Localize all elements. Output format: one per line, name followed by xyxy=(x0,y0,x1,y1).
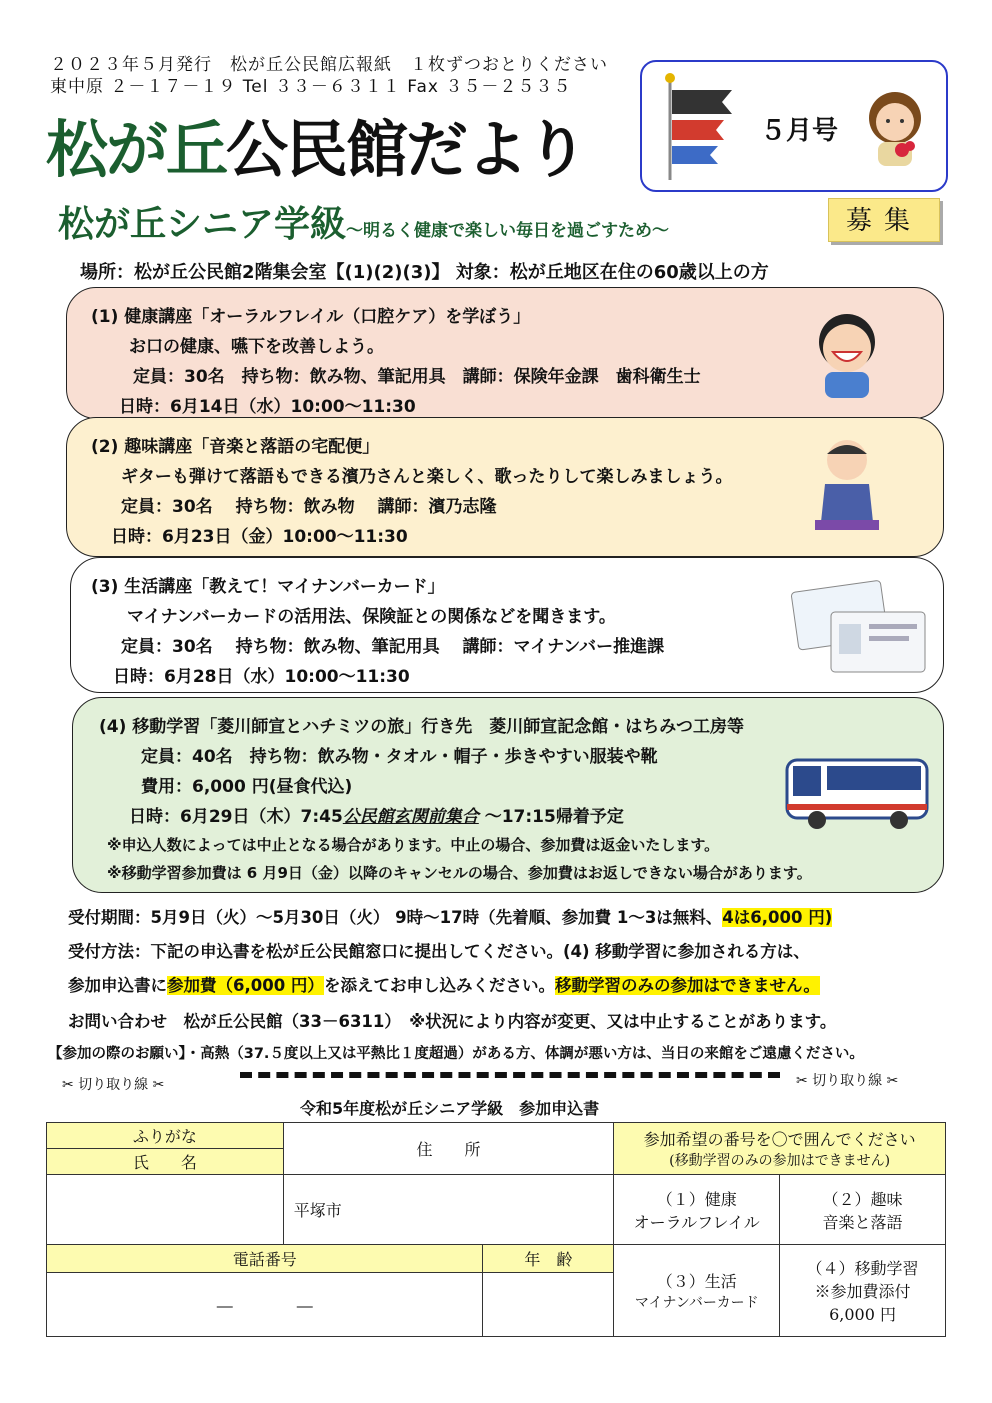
address-label: 住 所 xyxy=(283,1123,614,1175)
opt4-sub: ※参加費添付 xyxy=(814,1282,911,1301)
course-heading xyxy=(58,196,669,247)
opt1-sub: オーラルフレイル xyxy=(633,1212,760,1232)
opt2-title: （２）趣味 xyxy=(822,1189,903,1209)
method-text-b: を添えてお申し込みください。 xyxy=(323,976,555,995)
opt4-title: （４）移動学習 xyxy=(806,1259,919,1278)
address-line: 東中原 ２－１７－１９ Tel ３３－６３１１ Fax ３５－２５３５ xyxy=(50,77,572,97)
phone-dashes: ― ― xyxy=(216,1296,313,1315)
course-return-time: ～17:15帰着予定 xyxy=(484,807,624,827)
reception-period xyxy=(68,904,832,928)
course-date: 日時：6月28日（水）10:00～11:30 xyxy=(113,667,410,687)
course-card-2 xyxy=(66,417,944,557)
issue-month: ５月号 xyxy=(760,116,839,146)
choose-note: (移動学習のみの参加はできません) xyxy=(669,1153,891,1169)
furigana-label: ふりがな xyxy=(47,1123,284,1149)
course-detail: 定員：30名 持ち物：飲み物 講師：濱乃志隆 xyxy=(121,497,497,517)
period-highlight: 4は6,000 円) xyxy=(722,908,833,927)
option-2[interactable] xyxy=(780,1175,946,1245)
name-input[interactable] xyxy=(47,1175,284,1245)
course-desc: ギターも弾けて落語もできる濱乃さんと楽しく、歌ったりして楽しみましょう。 xyxy=(121,467,733,487)
choose-label xyxy=(614,1123,946,1175)
phone-label: 電話番号 xyxy=(47,1245,483,1273)
course-title: (4) 移動学習「菱川師宣とハチミツの旅」行き先 菱川師宣記念館・はちみつ工房等 xyxy=(99,717,744,737)
koinobori-icon xyxy=(662,72,742,182)
cut-line xyxy=(240,1072,780,1078)
course-date-time: 日時：6月29日（木）7:45 xyxy=(129,807,343,827)
course-desc: マイナンバーカードの活用法、保険証との関係などを聞きます。 xyxy=(127,607,616,627)
course-meeting-place: 公民館玄関前集合 xyxy=(342,807,479,827)
age-input[interactable] xyxy=(483,1273,614,1337)
opt1-title: （１）健康 xyxy=(656,1189,737,1209)
choose-text: 参加希望の番号を〇で囲んでください xyxy=(643,1130,916,1149)
title-green: 松が丘 xyxy=(46,113,227,186)
issue-info: ２０２３年５月発行 松が丘公民館広報紙 １枚ずつおとりください xyxy=(50,55,608,75)
cut-line-label-left: ✂ 切り取り線 ✂ xyxy=(62,1077,165,1093)
girl-with-flowers-icon xyxy=(860,88,930,168)
cut-line-label-right: ✂ 切り取り線 ✂ xyxy=(796,1073,899,1089)
opt2-sub: 音楽と落語 xyxy=(822,1212,903,1232)
fee-highlight: 参加費（6,000 円） xyxy=(167,976,324,995)
recruit-badge: 募集 xyxy=(828,198,940,242)
opt3-title: （３）生活 xyxy=(656,1272,737,1291)
course-note-2: ※移動学習参加費は 6 月9日（金）以降のキャンセルの場合、参加費はお返しできない場合があります。 xyxy=(107,864,812,882)
name-label: 氏 名 xyxy=(47,1149,284,1175)
course-note-1: ※申込人数によっては中止となる場合があります。中止の場合、参加費は返金いたします。 xyxy=(107,836,720,854)
phone-input[interactable] xyxy=(47,1273,483,1337)
application-form xyxy=(46,1122,946,1337)
option-4[interactable] xyxy=(780,1245,946,1337)
travel-only-highlight: 移動学習のみの参加はできません。 xyxy=(554,976,820,995)
course-fee: 費用：6,000 円(昼食代込) xyxy=(141,777,353,797)
method-text-a: 参加申込書に xyxy=(68,976,167,995)
page-title xyxy=(46,100,586,189)
opt3-sub: マイナンバーカード xyxy=(634,1295,759,1311)
age-label: 年 齢 xyxy=(483,1245,614,1273)
course-tagline: ～明るく健康で楽しい毎日を過ごすため～ xyxy=(346,221,670,241)
course-name: 松が丘シニア学級 xyxy=(58,204,347,245)
reception-method-2 xyxy=(68,972,820,996)
address-input[interactable] xyxy=(283,1175,614,1245)
opt4-fee: 6,000 円 xyxy=(829,1305,897,1324)
bus-icon xyxy=(783,754,933,834)
course-card-4 xyxy=(72,697,944,893)
course-card-3 xyxy=(70,557,944,693)
form-title: 令和5年度松が丘シニア学級 参加申込書 xyxy=(300,1099,600,1118)
course-title: (3) 生活講座「教えて！マイナンバーカード」 xyxy=(91,577,445,597)
period-text: 受付期間：5月9日（火）～5月30日（火） 9時～17時（先着順、参加費 1～3は無料、 xyxy=(68,908,723,927)
option-1[interactable] xyxy=(614,1175,780,1245)
course-desc: お口の健康、嚥下を改善しよう。 xyxy=(129,337,384,357)
mynumber-card-icon xyxy=(791,578,931,678)
smiling-boy-icon xyxy=(807,310,887,400)
course-card-1 xyxy=(66,287,944,419)
reception-method: 受付方法：下記の申込書を松が丘公民館窓口に提出してください。(4) 移動学習に参加される方は、 xyxy=(68,942,810,961)
course-date: 日時：6月23日（金）10:00～11:30 xyxy=(111,527,408,547)
course-detail: 定員：30名 持ち物：飲み物、筆記用具 講師：マイナンバー推進課 xyxy=(121,637,665,657)
contact-line: お問い合わせ 松が丘公民館（33－6311） ※状況により内容が変更、又は中止することがあります。 xyxy=(68,1012,837,1031)
title-black: 公民館だより xyxy=(226,113,587,186)
course-date: 日時：6月14日（水）10:00～11:30 xyxy=(119,397,416,417)
option-3[interactable] xyxy=(614,1245,780,1337)
course-detail: 定員：30名 持ち物：飲み物、筆記用具 講師：保険年金課 歯科衛生士 xyxy=(133,367,701,387)
city-text: 平塚市 xyxy=(293,1201,342,1220)
course-title: (2) 趣味講座「音楽と落語の宅配便」 xyxy=(91,437,380,457)
course-title: (1) 健康講座「オーラルフレイル（口腔ケア）を学ぼう」 xyxy=(91,307,531,327)
request-line: 【参加の際のお願い】・高熱（37.５度以上又は平熱比１度超過）がある方、体調が悪い方は、当日の来館をご遠慮ください。 xyxy=(48,1046,864,1062)
course-date xyxy=(129,802,624,827)
venue-text: 場所：松が丘公民館2階集会室【(1)(2)(3)】 対象：松が丘地区在住の60歳以上の方 xyxy=(80,262,769,283)
course-desc: 定員：40名 持ち物：飲み物・タオル・帽子・歩きやすい服装や靴 xyxy=(141,747,658,767)
rakugo-performer-icon xyxy=(807,436,887,536)
